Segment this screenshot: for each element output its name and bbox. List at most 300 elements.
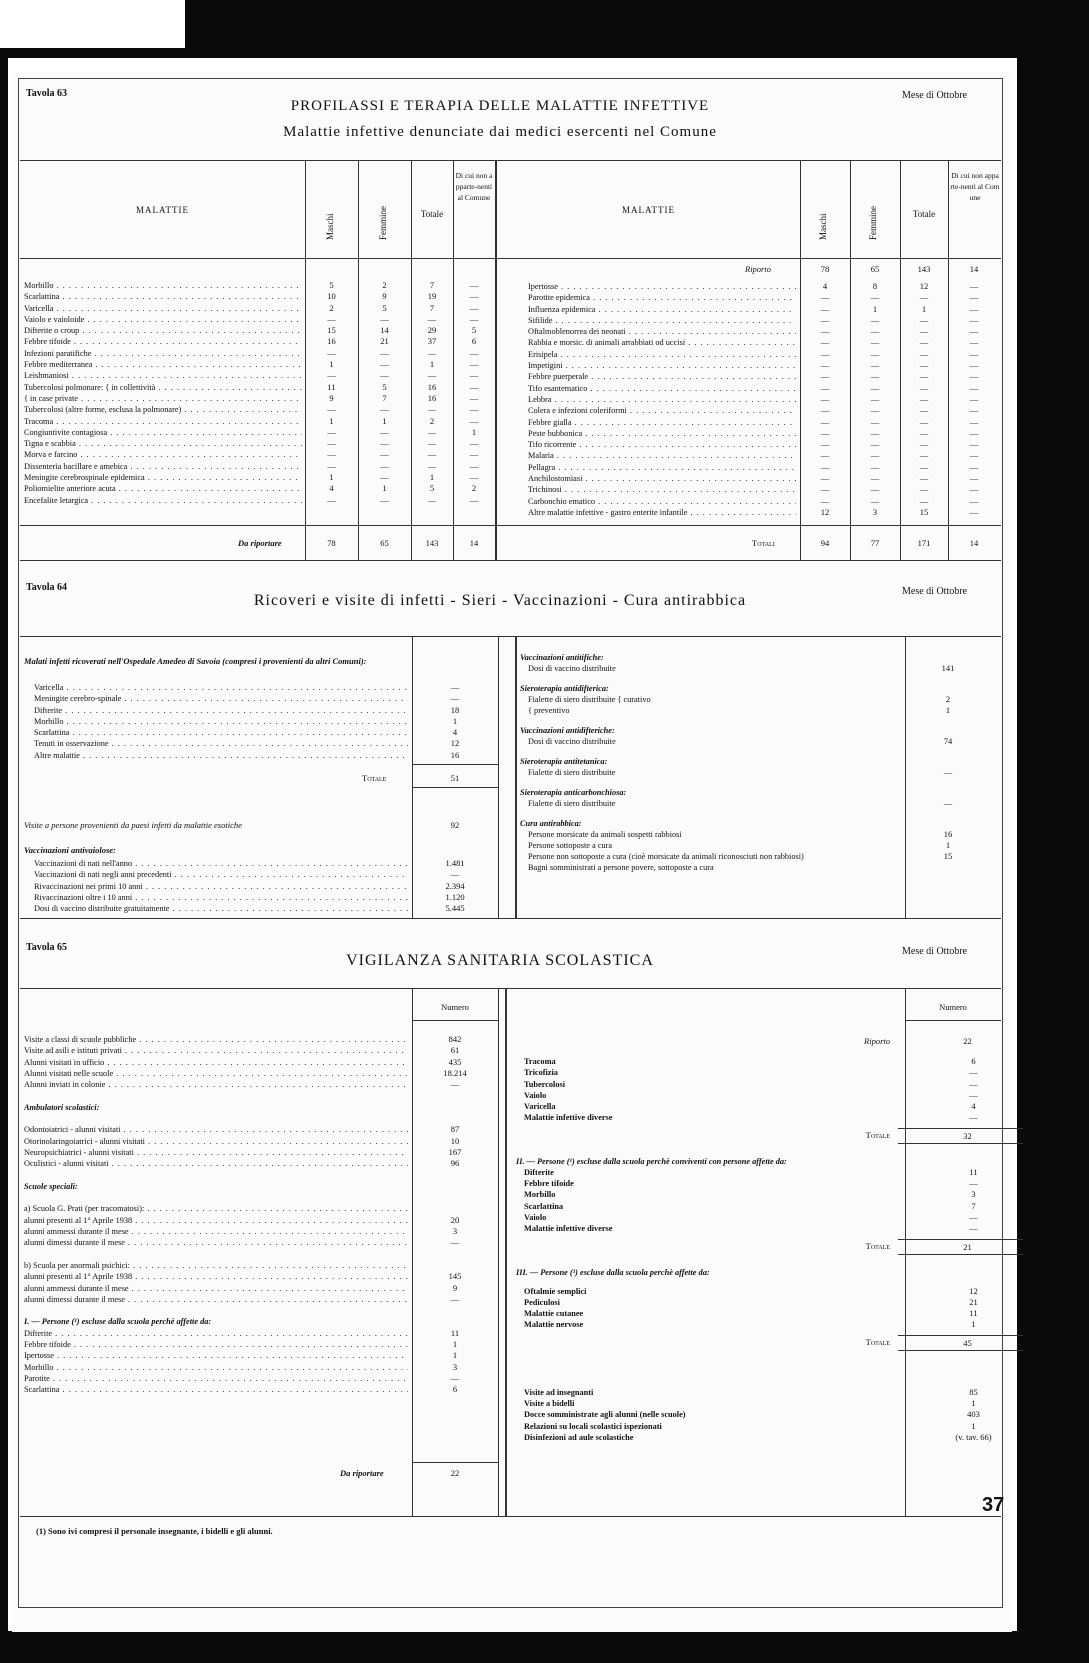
table63-left-row-label: Vaiolo e vaioloide . . . xyxy=(24,314,302,325)
table63-left-row xyxy=(24,325,302,336)
table65-final-row-value: (v. tav. 66) xyxy=(955,1431,992,1442)
table63-left-row xyxy=(24,404,302,415)
table64-right-block-label: { preventivo xyxy=(528,706,570,715)
table65-right-row xyxy=(510,1101,1001,1112)
table63-cell-totale: — xyxy=(919,360,929,371)
table65-right-row-label: Tubercolosi xyxy=(524,1079,566,1089)
table65-left-row xyxy=(24,1181,408,1192)
table65-left-value: 20 xyxy=(450,1214,460,1225)
table63-cell-femmine: 7 xyxy=(382,392,387,403)
table65-left-row xyxy=(24,1136,408,1147)
table63-cell-femmine: — xyxy=(870,360,880,371)
table63-cell-dicui: — xyxy=(469,381,479,392)
table65-left-row xyxy=(24,1226,408,1237)
table63-left-row-label: Varicella . . . xyxy=(24,303,302,314)
table63-cell-maschi: — xyxy=(327,347,336,358)
table63-cell-femmine: 21 xyxy=(380,336,389,347)
table65-right-total3-label: Totale xyxy=(865,1336,890,1347)
table64-right-block-value xyxy=(908,862,988,873)
table64-title: Ricoveri e visite di infetti - Sieri - Vaccinazioni - Cura antirabbica xyxy=(253,592,747,609)
table65-left-row xyxy=(24,1090,408,1101)
table63-left-row xyxy=(24,280,302,291)
table63-cell-totale: — xyxy=(919,473,929,484)
table65-right-row xyxy=(510,1079,1001,1090)
table63-cell-maschi: — xyxy=(327,460,336,471)
table65-numero-left: Numero xyxy=(441,1002,469,1012)
table65-left-label: alunni dimessi durante il mese . . . xyxy=(24,1237,408,1248)
table63-cell-totale: — xyxy=(919,393,929,404)
table63-cell-femmine: — xyxy=(380,449,389,460)
table63-cell-maschi: 12 xyxy=(820,506,830,517)
table63-right-row-label: Pellagra . . . xyxy=(528,462,796,473)
table65-rule-bottom xyxy=(20,1516,1001,1517)
table64-right-block-label: Persone morsicate da animali sospetti rabbiosi xyxy=(528,830,682,839)
table63-left-row-label: Difterite o croup . . . xyxy=(24,325,302,336)
table63-cell-dicui: — xyxy=(969,473,979,484)
table63-left-row-label: Tubercolosi (altre forme, esclusa la polmonare) . . . xyxy=(24,404,302,415)
table63-right-total-label: Totali xyxy=(752,538,775,548)
table63-cell-femmine: — xyxy=(870,461,880,472)
table63-cell-femmine: 1 xyxy=(382,415,387,426)
table63-cell-totale: — xyxy=(919,450,929,461)
table65-left-label: Ipertosse . . . xyxy=(24,1350,408,1361)
table65-spacer xyxy=(510,1357,1001,1387)
table63-cell-femmine: — xyxy=(380,347,389,358)
table63-right-row xyxy=(528,462,796,473)
table63-month: Mese di Ottobre xyxy=(902,90,967,101)
table63-right-maschi-col xyxy=(800,281,850,518)
table65-left-label: Febbre tifoide . . . xyxy=(24,1339,408,1350)
table64-hospital-value: 4 xyxy=(452,727,458,738)
table63-cell-totale: — xyxy=(427,449,437,460)
table65-sec2-row-value: 11 xyxy=(969,1166,978,1177)
table64-vacc-row xyxy=(34,869,408,880)
table65-final-row-label: Visite a bidelli xyxy=(524,1399,575,1409)
table63-left-dicui-col xyxy=(453,280,495,506)
table63-left-row xyxy=(24,416,302,427)
table64-right-block-row xyxy=(520,862,980,873)
table65-left-row xyxy=(24,1215,408,1226)
table63-cell-femmine: — xyxy=(870,382,880,393)
table64-hospital-value: — xyxy=(450,693,460,704)
table63-cell-maschi: — xyxy=(820,484,830,495)
table63-cell-femmine: — xyxy=(870,450,880,461)
table64-right-block-row xyxy=(520,767,980,778)
table63-right-row xyxy=(528,292,796,303)
table65-left-label: alunni presenti al 1° Aprile 1938 . . . xyxy=(24,1215,408,1226)
table65-left-label: Difterite . . . xyxy=(24,1328,408,1339)
table63-cell-totale: — xyxy=(919,416,929,427)
table65-left-row xyxy=(24,1283,408,1294)
table65-final-row-value: 1 xyxy=(971,1420,976,1431)
table64-hospital-row-label: Meningite cerebro-spinale . . . xyxy=(34,693,408,704)
table65-left-value: 1 xyxy=(452,1339,458,1350)
table64-total-rule xyxy=(412,764,498,765)
table63-left-row-label: Morva e farcino . . . xyxy=(24,449,302,460)
table63-right-row-label: Sifilide . . . xyxy=(528,315,796,326)
table65-sec2-row-value: — xyxy=(969,1178,978,1189)
table64-right-block-value: 74 xyxy=(943,736,953,746)
table65-right-row-label: Tracoma xyxy=(524,1057,556,1066)
table63-cell-totale: 7 xyxy=(429,280,435,290)
table63-cell-totale: 1 xyxy=(921,303,927,314)
table64-right-block-label: Bagni somministrati a persone povere, sottoposte a cura xyxy=(528,863,714,872)
table64-rule-top xyxy=(20,636,1001,637)
table65-right-row xyxy=(510,1067,1001,1078)
table63-cell-dicui: 5 xyxy=(471,325,477,336)
table63-cell-maschi: 1 xyxy=(329,415,334,426)
table63-right-row xyxy=(528,484,796,495)
table65-left-value: 145 xyxy=(448,1271,462,1282)
table65-left-value: 18.214 xyxy=(443,1067,467,1078)
table65-sec2-row xyxy=(510,1201,1001,1212)
table63-cell-totale: 15 xyxy=(919,506,929,517)
table65-numero-right: Numero xyxy=(939,1002,967,1012)
table63-rule-totals xyxy=(20,525,1001,526)
table63-right-row-label: Trichinosi . . . xyxy=(528,484,796,495)
table63-left-row-label: Scarlattina . . . xyxy=(24,291,302,302)
table63-left-row-label: Dissenteria bacillare e amebica . . . xyxy=(24,461,302,472)
table63-cell-totale: — xyxy=(919,382,929,393)
table65-final-row xyxy=(510,1409,1001,1420)
table63-cell-maschi: 4 xyxy=(329,483,334,494)
table63-cell-dicui: — xyxy=(969,326,979,337)
table63-cell-totale: 1 xyxy=(429,472,435,483)
table65-right-total2-value: 21 xyxy=(898,1239,1023,1255)
table65-sec2-row-label: Febbre tifoide xyxy=(524,1179,574,1189)
table65-left-row xyxy=(24,1079,408,1090)
table63-right-row xyxy=(528,496,796,507)
table63-cell-femmine: — xyxy=(870,439,880,450)
table65-left-row xyxy=(24,1249,408,1260)
table63-left-row-label: Leishmaniosi . . . xyxy=(24,370,302,381)
table63-cell-dicui: 6 xyxy=(471,336,477,347)
table65-left-label: Morbillo . . . xyxy=(24,1362,408,1373)
table65-left-value xyxy=(412,1113,498,1124)
table63-cell-maschi: — xyxy=(820,314,830,325)
table63-tab-label: Tavola 63 xyxy=(26,88,68,99)
table63-cell-maschi: 9 xyxy=(329,392,334,403)
table65-footnote: (1) Sono ivi compresi il personale insegnante, i bidelli e gli alunni. xyxy=(36,1526,273,1536)
table64-right-block-label: Persone sottoposte a cura xyxy=(528,841,613,850)
table64-hospital-row xyxy=(34,750,408,761)
table63-cell-dicui: — xyxy=(969,292,979,303)
table65-right-total3-value: 45 xyxy=(898,1335,1023,1351)
table64-vacc-row-label: Vaccinazioni di nati nell'anno . . . xyxy=(34,858,408,869)
table63-cell-femmine: — xyxy=(870,416,880,427)
table65-left-value: 435 xyxy=(448,1056,462,1067)
table63-cell-totale: — xyxy=(919,461,929,472)
table65-left-label: alunni dimessi durante il mese . . . xyxy=(24,1294,408,1305)
table64-vacc-row-label: Dosi di vaccino distribuite gratuitamente . . . xyxy=(34,903,408,914)
table63-cell-totale: — xyxy=(427,347,437,358)
table63-left-row xyxy=(24,370,302,381)
table64-right-block-label: Fialette di siero distribuite xyxy=(528,768,616,777)
table63-right-row-label: Febbre puerperale . . . xyxy=(528,371,796,382)
table63-right-row-label: Malaria . . . xyxy=(528,450,796,461)
table65-sec3-row-value: 21 xyxy=(969,1296,978,1307)
table64-right-block xyxy=(520,683,980,716)
table65-sec2-row-label: Malattie infettive diverse xyxy=(524,1224,613,1234)
table63-cell-maschi: 5 xyxy=(329,280,334,290)
table63-cell-totale: 19 xyxy=(427,291,437,302)
table63-cell-femmine: — xyxy=(380,404,389,415)
table64-right-block-value: — xyxy=(943,767,953,777)
table63-left-total-t: 143 xyxy=(425,538,439,548)
table63-left-row xyxy=(24,427,302,438)
table63-header-maschi: Maschi xyxy=(325,213,335,240)
table63-left-row xyxy=(24,449,302,460)
table65-left-row xyxy=(24,1057,408,1068)
table63-right-row xyxy=(528,360,796,371)
table65-right-total2 xyxy=(510,1239,1001,1255)
table64-col-line xyxy=(498,636,499,918)
table63-header-dicui-right: Di cui non apparte-nenti al Comune xyxy=(950,171,1000,202)
table65-sec3-row-label: Oftalmie semplici xyxy=(524,1286,587,1296)
table63-right-row-label: Parotite epidemica . . . xyxy=(528,292,796,303)
table63-right-row-label: Anchilostomiasi . . . xyxy=(528,473,796,484)
table63-cell-femmine: — xyxy=(870,292,880,303)
table65-left-value xyxy=(412,1181,498,1192)
table63-cell-maschi: 11 xyxy=(327,381,336,392)
table63-cell-maschi: — xyxy=(820,303,830,314)
table63-cell-dicui: — xyxy=(969,382,979,393)
table64-right-block xyxy=(520,756,980,778)
table63-cell-femmine: — xyxy=(380,438,389,449)
table65-right-total1 xyxy=(510,1128,1001,1144)
table64-hospital-value: 16 xyxy=(450,749,460,760)
table64-right-block-row xyxy=(520,829,980,840)
table63-subtitle: Malattie infettive denunciate dai medici esercenti nel Comune xyxy=(283,124,717,140)
table63-cell-totale: — xyxy=(427,426,437,437)
table63-left-total-m: 78 xyxy=(327,538,336,548)
table63-left-row xyxy=(24,336,302,347)
table63-cell-totale: — xyxy=(919,405,929,416)
table64-hospital-value: 1 xyxy=(452,715,458,726)
table65-right-row-label: Malattie infettive diverse xyxy=(524,1113,613,1123)
table63-right-row-label: Lebbra . . . xyxy=(528,394,796,405)
table65-left-row xyxy=(24,1170,408,1181)
table63-cell-femmine: — xyxy=(380,494,389,505)
table65-left-label: Scarlattina . . . xyxy=(24,1384,408,1395)
table63-cell-maschi: 1 xyxy=(329,359,334,370)
table65-final-row-label: Docce somministrate agli alunni (nelle scuole) xyxy=(524,1410,686,1420)
table64-vacc-values xyxy=(412,858,498,914)
table65-left-label: Alunni visitati nelle scuole . . . xyxy=(24,1068,408,1079)
table65-left-label: alunni ammessi durante il mese . . . xyxy=(24,1226,408,1237)
table65-final-row xyxy=(510,1432,1001,1443)
table65-left-row xyxy=(24,1260,408,1271)
table64-right-block-heading: Sieroterapia antitetanica: xyxy=(520,757,608,766)
table63-cell-femmine: 5 xyxy=(382,381,387,392)
table63-header-maschi-right: Maschi xyxy=(818,213,828,240)
table65-left-label: alunni presenti al 1° Aprile 1938 . . . xyxy=(24,1271,408,1282)
table63-left-row-label: Meningite cerebrospinale epidemica . . . xyxy=(24,472,302,483)
table63-cell-femmine: — xyxy=(870,473,880,484)
table63-right-row xyxy=(528,428,796,439)
table65-left-label: Visite a classi di scuole pubbliche . . . xyxy=(24,1034,408,1045)
table65-left-row xyxy=(24,1316,408,1327)
table63-left-row xyxy=(24,314,302,325)
table63-left-row xyxy=(24,303,302,314)
table63-cell-dicui: — xyxy=(969,450,979,461)
table65-left-row xyxy=(24,1203,408,1214)
page-number: 37 xyxy=(982,1494,1005,1516)
table65-left-value xyxy=(412,1102,498,1113)
table63-header-femmine: Femmine xyxy=(378,206,388,240)
table65-sec3-row xyxy=(510,1297,1001,1308)
table63-cell-dicui: — xyxy=(969,371,979,382)
table64-hospital-row xyxy=(34,693,408,704)
table65-left-value: — xyxy=(450,1079,460,1090)
table63-cell-femmine: 14 xyxy=(380,325,389,336)
table65-right-row-value: — xyxy=(969,1078,978,1089)
table65-left-label: alunni ammessi durante il mese . . . xyxy=(24,1283,408,1294)
table65-left-row xyxy=(24,1384,408,1395)
table63-right-total-d: 14 xyxy=(969,538,979,548)
table63-right-total-t: 171 xyxy=(917,538,931,548)
table65-left-value xyxy=(412,1170,498,1181)
table64-visite-value: 92 xyxy=(450,820,460,830)
table63-right-row xyxy=(528,383,796,394)
table65-left-row xyxy=(24,1068,408,1079)
table63-cell-dicui: 2 xyxy=(471,483,477,494)
table65-right-row-value: — xyxy=(969,1089,978,1100)
table65-left-row xyxy=(24,1102,408,1113)
table63-cell-totale: — xyxy=(427,460,437,471)
table63-cell-maschi: — xyxy=(327,494,336,505)
table63-left-row-label: Encefalite letargica . . . xyxy=(24,495,302,506)
table65-sec2-row-label: Vaiolo xyxy=(524,1212,547,1222)
table63-cell-totale: — xyxy=(427,404,437,415)
table64-vacc-row xyxy=(34,903,408,914)
table65-left-row xyxy=(24,1305,408,1316)
table63-cell-maschi: 10 xyxy=(327,291,336,302)
table64-vacc-row-label: Rivaccinazioni nei primi 10 anni . . . xyxy=(34,881,408,892)
table63-cell-dicui: — xyxy=(469,313,479,324)
table65-sec2-row-value: — xyxy=(969,1223,978,1234)
table63-cell-totale: — xyxy=(919,484,929,495)
table63-cell-totale: — xyxy=(919,326,929,337)
table65-left-value xyxy=(412,1260,498,1271)
table63-cell-dicui: — xyxy=(469,438,479,449)
table63-cell-dicui: — xyxy=(969,484,979,495)
table63-cell-dicui: — xyxy=(969,348,979,359)
table63-right-row xyxy=(528,349,796,360)
table65-tab-label: Tavola 65 xyxy=(26,942,68,953)
table65-left-value: 3 xyxy=(452,1361,458,1372)
table64-right-block-label: Dosi di vaccino distribuite xyxy=(528,737,616,746)
table65-left-value xyxy=(412,1203,498,1214)
table65-left-value xyxy=(412,1249,498,1260)
table65-sec2-row xyxy=(510,1189,1001,1200)
table64-visite-label: Visite a persone provenienti da paesi infetti da malattie esotiche xyxy=(24,820,242,830)
table63-header-totale: Totale xyxy=(420,209,444,219)
table65-left-row xyxy=(24,1350,408,1361)
table63-left-totale-col xyxy=(411,280,453,506)
table63-cell-femmine: 3 xyxy=(872,506,878,517)
table63-cell-maschi: 15 xyxy=(327,325,336,336)
table63-header-totale-right: Totale xyxy=(912,209,936,219)
table63-cell-dicui: — xyxy=(469,280,479,290)
table64-hospital-row xyxy=(34,727,408,738)
table65-left-value: 11 xyxy=(450,1327,460,1338)
table65-left-label: Odontoiatrici - alunni visitati . . . xyxy=(24,1124,408,1135)
table64-right-block-label: Fialette di siero distribuite { curativo xyxy=(528,695,651,704)
table63-left-row-label: Febbre tifoide . . . xyxy=(24,336,302,347)
table63-right-row xyxy=(528,507,796,518)
table65-final-row xyxy=(510,1398,1001,1409)
table65-sec2-row xyxy=(510,1178,1001,1189)
table65-left-row xyxy=(24,1113,408,1124)
table63-cell-dicui: — xyxy=(469,392,479,403)
table64-vacc-heading: Vaccinazioni antivaiolose: xyxy=(24,845,116,855)
table63-rule-top xyxy=(20,160,1001,161)
table63-cell-maschi: — xyxy=(820,292,830,303)
table63-cell-dicui: — xyxy=(969,495,979,506)
table64-rule-bottom xyxy=(20,918,1001,919)
table63-left-total-f: 65 xyxy=(380,538,389,548)
table64-hospital-row xyxy=(34,716,408,727)
table63-cell-dicui: — xyxy=(469,472,479,483)
table65-left-value xyxy=(412,1090,498,1101)
table63-cell-maschi: — xyxy=(820,427,830,438)
table65-left-value: 167 xyxy=(448,1146,462,1157)
table63-cell-dicui: — xyxy=(469,370,479,381)
table63-cell-maschi: 4 xyxy=(822,281,828,291)
table65-left-value: 6 xyxy=(452,1384,458,1395)
table63-cell-femmine: — xyxy=(380,370,389,381)
table63-right-row-label: Erisipela . . . xyxy=(528,349,796,360)
table63-left-row-label: Infezioni paratifiche . . . xyxy=(24,348,302,359)
table63-cell-dicui: — xyxy=(469,347,479,358)
table63-left-row-label: { in case private . . . xyxy=(24,393,302,404)
table63-cell-femmine: — xyxy=(870,393,880,404)
table63-cell-maschi: — xyxy=(327,438,336,449)
table65-left-row xyxy=(24,1237,408,1248)
table65-col-line xyxy=(498,988,499,1516)
table65-left-value: 9 xyxy=(452,1282,458,1293)
table63-right-row xyxy=(528,337,796,348)
table63-cell-femmine: — xyxy=(870,314,880,325)
table65-right-carry-value: 22 xyxy=(963,1036,972,1046)
table63-right-row xyxy=(528,394,796,405)
table65-left-label: I. — Persone (¹) escluse dalla scuola perchè affette da: xyxy=(24,1317,212,1327)
table65-sec3-row-value: 12 xyxy=(969,1285,978,1296)
table65-spacer xyxy=(510,1278,1001,1286)
table65-sec2-row-value: — xyxy=(969,1211,978,1222)
table63-right-row xyxy=(528,315,796,326)
table64-right-block xyxy=(520,725,980,747)
table64-vacc-row-label: Rivaccinazioni oltre i 10 anni . . . xyxy=(34,892,408,903)
table65-right-carry-label: Riporto xyxy=(864,1036,890,1046)
table63-cell-maschi: — xyxy=(327,370,336,381)
table64-right-block-value: — xyxy=(943,798,953,808)
table63-cell-dicui: — xyxy=(469,404,479,415)
table65-right-total1-value: 32 xyxy=(898,1128,1023,1144)
table63-cell-totale: — xyxy=(919,495,929,506)
table65-left-row xyxy=(24,1373,408,1384)
table65-right-row-label: Varicella xyxy=(524,1102,556,1112)
table64-right-block-heading: Vaccinazioni antitifiche: xyxy=(520,653,604,662)
table64-right-block-value: 16 xyxy=(943,829,953,839)
table64-hospital-row-label: Difterite . . . xyxy=(34,705,408,716)
table65-sec2-row xyxy=(510,1167,1001,1178)
table64-right-block xyxy=(520,787,980,809)
table65-sec2-row-label: Morbillo xyxy=(524,1190,556,1200)
table63-left-row xyxy=(24,461,302,472)
table65-left-label: Scuole speciali: xyxy=(24,1181,78,1191)
